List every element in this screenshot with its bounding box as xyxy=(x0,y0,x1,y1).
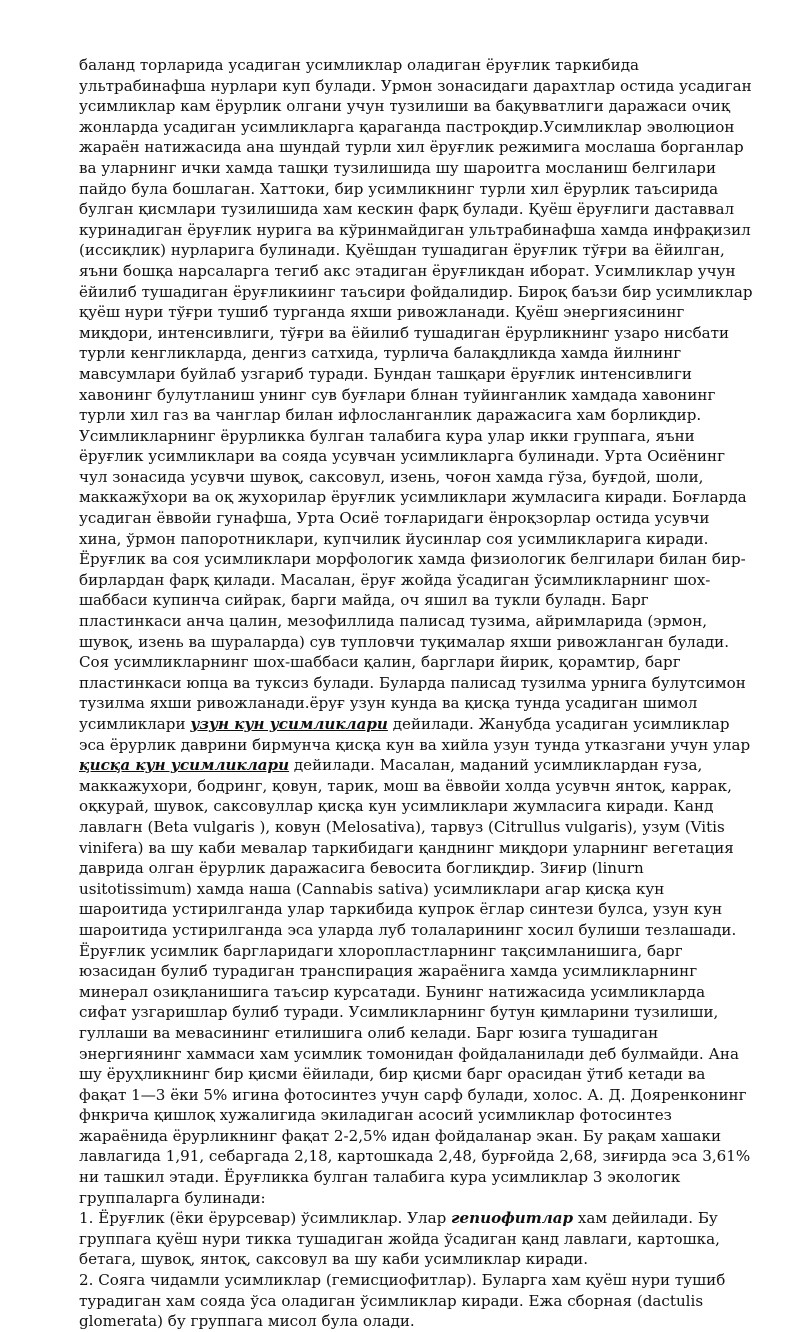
text-segment: дейилади. Масалан, маданий усимликлардан ғуза, маккажухори, бодринг, қовун, тарик, мош ва ёввойи холда усувчн янтоқ, каррак, оқкурай, шувок, саксовуллар қисқа кун усимликлари жумласига киради. Канд лавлагн (Beta vulgaris ), ковун (Melosativa), тарвуз (Citrullus vulgaris), узум (Vitis vinifera) ва шу каби мевалар таркибидаги қанднинг миқдори уларнинг вегетация даврида олган ёрурлик даражасига бевосита боглиқдир. Зиғир (linurn usitotissimum) хамда наша (Cannabis sativa) усимликлари агар қисқа кун шароитида устирилганда улар таркибида купрок ёглар синтези булса, узун кун шароитида устирилганда эса уларда луб толаларининг хосил булиши тезлашади. Ёруғлик усимлик баргларидаги хлоропластларнинг тақсимланишига, барг юзасидан булиб турадиган транспирация жараёнига хамда усимликларнинг минерал озиқланишига таъсир курсатади. Бунинг натижасида усимликларда сифат узгаришлар булиб туради. Усимликларнинг бутун қимларини тузилиши, гуллаши ва мевасининг етилишига олиб келади. Барг юзига тушадиган энергиянинг хаммаси хам усимлик томонидан фойдаланилади деб булмайди. Ана шу ёруҳликнинг бир қисми ёйилади, бир қисми барг орасидан ўтиб кетади ва фақат 1—3 ёки 5% игина фотосинтез учун сарф булади, холос. А. Д. Дояренконинг фнкрича қишлоқ хужалигида экиладиган асосий усимликлар фотосинтез жараёнида ёрурликнинг фақат 2-2,5% идан фойдаланар экан. Бу рақам хашаки лавлагида 1,91, себаргада 2,18, картошкада 2,48, бурғойда 2,68, зиғирда эса 3,61% ни ташкил этади. Ёруғликка булган талабига кура усимликлар 3 экологик группаларга булинади: xyxy=(79,756,751,1207)
text-segment: дейилади. Жанубда усадиган усимликлар эса ёрурлик даврини бирмунча қисқа кун ва хийла узун тунда утказгани учун улар xyxy=(79,715,751,754)
list-item-1 xyxy=(79,1208,755,1270)
text-segment: 1. Ёруғлик (ёки ёрурсевар) ўсимликлар. Улар xyxy=(79,1209,452,1228)
list-item-2: 2. Сояга чидамли усимликлар (гемисциофитлар). Буларга хам қуёш нури тушиб турадиган хам сояда ўса оладиган ўсимликлар киради. Ежа сборная (dactulis glomerata) бу группага мисол була олади. xyxy=(79,1271,726,1331)
term-short-day-plants: қисқа кун усимликлари xyxy=(79,756,290,775)
term-long-day-plants: узун кун усимликлари xyxy=(190,715,388,733)
paragraph-light-intro: баланд торларида усадиган усимликлар оладиган ёруғлик таркибида ультрабинафша нурлари куп булади. Урмон зонасидаги дарахтлар остида усадиган усимликлар кам ёрурлик олгани учун тузилиши ва бақувватлиги даражаси очиқ жонларда усадиган усимликларга қараганда пастроқдир.Усимликлар эволюцион жараён натижасида ана шундай турли хил ёруғлик режимига мослаша борганлар ва уларнинг ички хамда ташқи тузилишида шу шароитга мосланиш белгилари пайдо була бошлаган. Хаттоки, бир усимликнинг турли хил ёрурлик таъсирида булган қисмлари тузилишида хам кескин фарқ булади. Қуёш ёруғлиги даставвал куринадиган ёруғлик нурига ва кўринмайдиган ультрабинафша хамда инфрақизил (иссиқлик) нурларига булинади. Қуёшдан тушадиган ёруғлик тўғри ва ёйилган, яъни бошқа нарсаларга тегиб акс этадиган ёруғликдан иборат. Усимликлар учун ёйилиб тушадиган ёруғликиинг таъсири фойдалидир. Бироқ баъзи бир усимликлар қуёш нури тўғри тушиб турганда яхши ривожланади. Қуёш энергиясининг миқдори, интенсивлиги, тўғри ва ёйилиб тушадиган ёрурликнинг узаро нисбати турли кенгликларда, денгиз сатхида, турлича балақдликда хамда йилнинг мавсумлари буйлаб узгариб туради. Бундан ташқари ёруғлик интенсивлиги хавонинг булутланиш унинг сув буғлари блнан туйинганлик хамдада хавонинг турли хил газ ва чанглар билан ифлосланганлик даражасига хам борлиқдир. Усимликларнинг ёрурликка булган талабига кура улар икки группага, яъни ёруғлик усимликлари ва сояда усувчан усимликларга булинади. Урта Осиёнинг чул зонасида усувчи шувоқ, саксовул, изень, чоғон хамда гўза, буғдой, шоли, маккажўхори ва оқ жухорилар ёруғлик усимликлари жумласига киради. Боғларда усадиган ёввойи гунафша, Урта Осиё тоғларидаги ёнроқзорлар остида усувчи хина, ўрмон папоротниклари, купчилик йусинлар соя усимликларига киради. Ёруғлик ва соя усимликлари морфологик хамда физиологик белгилари билан бир-бирлардан фарқ қилади. Масалан, ёруғ жойда ўсадиган ўсимликларнинг шох-шаббаси купинча сийрак, барги майда, оч яшил ва тукли буладн. Барг пластинкаси анча цалин, мезофиллида палисад тузима, айримларида (эрмон, шувоқ, изень ва шураларда) сув тупловчи туқималар яхши ривожланган булади. xyxy=(79,56,753,651)
term-heliophytes: гепиофитлар xyxy=(451,1209,574,1228)
text-segment: хам дейилади. Бу группага қуёш нури тикка тушадиган жойда ўсадиган қанд лавлаги, картошка, бетага, шувоқ, янтоқ, саксовул ва шу каби усимликлар киради. xyxy=(79,1209,720,1269)
text-segment: Соя усимликларнинг шох-шаббаси қалин, барглари йирик, қорамтир, барг пластинкаси юпца ва туксиз булади. Буларда палисад тузилма урнига булутсимон тузилма яхши ривожланади.ёруғ узун кунда ва қисқа тунда усадиган шимол усимликлари xyxy=(79,653,746,733)
document-page xyxy=(79,55,755,1332)
paragraph-shade-plants xyxy=(79,652,755,1208)
